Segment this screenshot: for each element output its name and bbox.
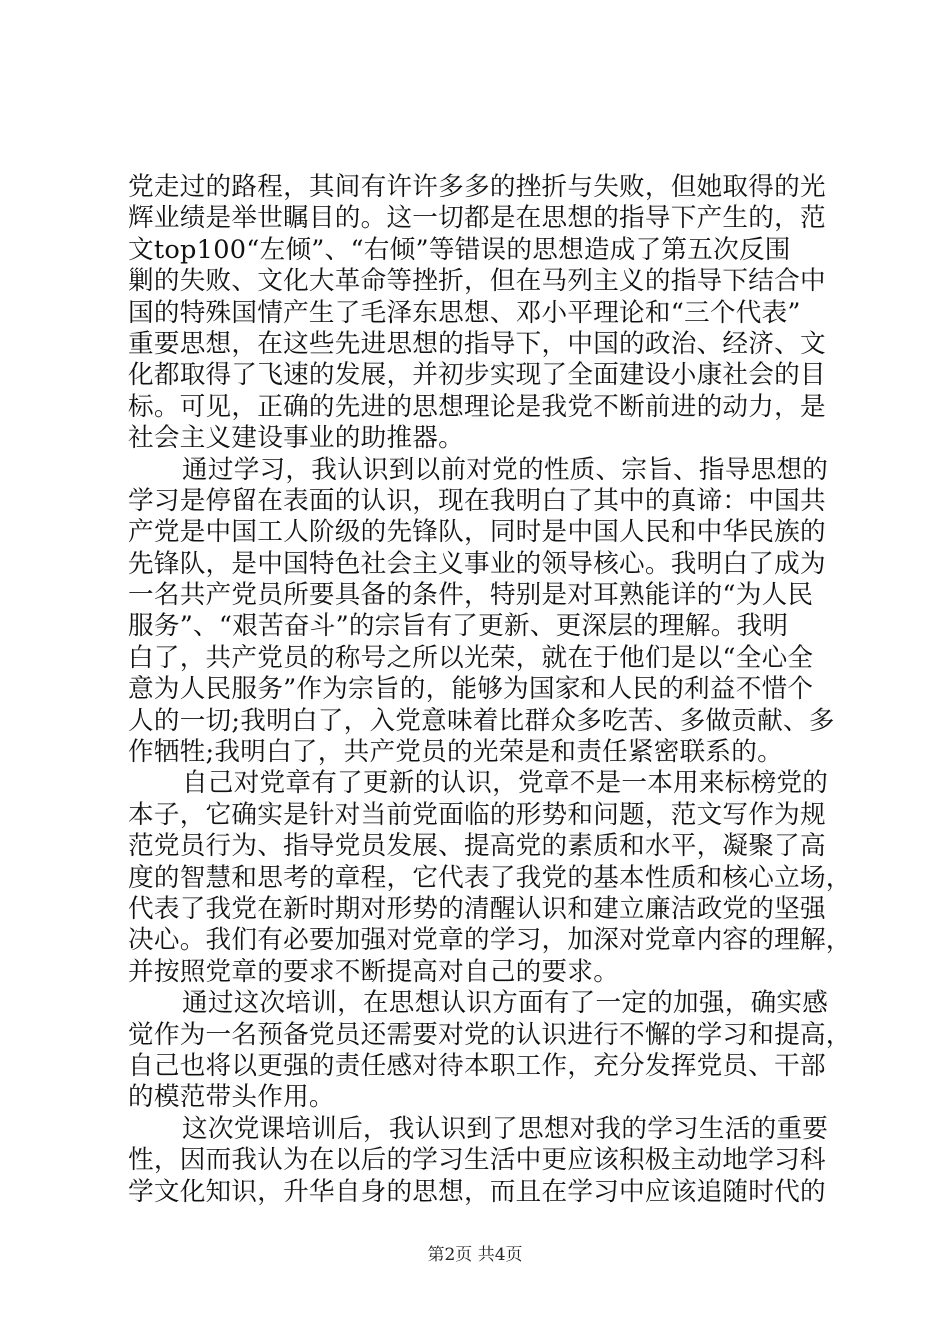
text-line: 度的智慧和思考的章程，它代表了我党的基本性质和核心立场，: [128, 862, 852, 893]
text-line: 社会主义建设事业的助推器。: [128, 423, 464, 454]
text-line: 标。可见，正确的先进的思想理论是我党不断前进的动力，是: [128, 391, 826, 422]
text-line: 白了，共产党员的称号之所以光荣，就在于他们是以“全心全: [128, 642, 814, 673]
text-line: 性，因而我认为在以后的学习生活中更应该积极主动地学习科: [128, 1145, 826, 1176]
page-number-footer: 第2页 共4页: [427, 1245, 523, 1265]
text-line: 自己对党章有了更新的认识，党章不是一本用来标榜党的: [182, 768, 829, 799]
text-line: 学文化知识，升华自身的思想，而且在学习中应该追随时代的: [128, 1176, 826, 1207]
text-line: 重要思想，在这些先进思想的指导下，中国的政治、经济、文: [128, 328, 826, 359]
text-line: 辉业绩是举世瞩目的。这一切都是在思想的指导下产生的，范: [128, 203, 826, 234]
document-body: [128, 172, 852, 1208]
text-line: 文top100“左倾”、“右倾”等错误的思想造成了第五次反围: [128, 234, 791, 265]
text-line: 服务”、“艰苦奋斗”的宗旨有了更新、更深层的理解。我明: [128, 611, 789, 642]
text-line: 产党是中国工人阶级的先锋队，同时是中国人民和中华民族的: [128, 517, 826, 548]
paragraph: [128, 768, 852, 988]
text-line: 先锋队，是中国特色社会主义事业的领导核心。我明白了成为: [128, 548, 826, 579]
text-line: 国的特殊国情产生了毛泽东思想、邓小平理论和“三个代表”: [128, 297, 801, 328]
text-line: 作牺牲;我明白了，共产党员的光荣是和责任紧密联系的。: [128, 737, 783, 768]
paragraph: [128, 988, 852, 1114]
text-line: 决心。我们有必要加强对党章的学习，加深对党章内容的理解，: [128, 925, 852, 956]
text-line: 范党员行为、指导党员发展、提高党的素质和水平，凝聚了高: [128, 831, 826, 862]
paragraph: [128, 172, 828, 455]
text-line: 通过学习，我认识到以前对党的性质、宗旨、指导思想的: [182, 454, 829, 485]
text-line: 代表了我党在新时期对形势的清醒认识和建立廉洁政党的坚强: [128, 893, 826, 924]
paragraph: [128, 454, 835, 769]
text-line: 学习是停留在表面的认识，现在我明白了其中的真谛：中国共: [128, 485, 826, 516]
text-line: 意为人民服务”作为宗旨的，能够为国家和人民的利益不惜个: [128, 674, 814, 705]
text-line: 通过这次培训，在思想认识方面有了一定的加强，确实感: [182, 988, 829, 1019]
text-line: 一名共产党员所要具备的条件，特别是对耳熟能详的“为人民: [128, 580, 814, 611]
text-line: 并按照党章的要求不断提高对自己的要求。: [128, 956, 620, 987]
text-line: 自己也将以更强的责任感对待本职工作，充分发挥党员、干部: [128, 1050, 826, 1081]
text-line: 剿的失败、文化大革命等挫折，但在马列主义的指导下结合中: [128, 266, 826, 297]
paragraph: [128, 1114, 828, 1208]
text-line: 觉作为一名预备党员还需要对党的认识进行不懈的学习和提高，: [128, 1019, 852, 1050]
text-line: 这次党课培训后，我认识到了思想对我的学习生活的重要: [182, 1113, 829, 1144]
text-line: 人的一切;我明白了，入党意味着比群众多吃苦、多做贡献、多: [128, 705, 835, 736]
text-line: 的模范带头作用。: [128, 1082, 335, 1113]
text-line: 党走过的路程，其间有许许多多的挫折与失败，但她取得的光: [128, 172, 826, 202]
text-line: 本子，它确实是针对当前党面临的形势和问题，范文写作为规: [128, 799, 826, 830]
text-line: 化都取得了飞速的发展，并初步实现了全面建设小康社会的目: [128, 360, 826, 391]
